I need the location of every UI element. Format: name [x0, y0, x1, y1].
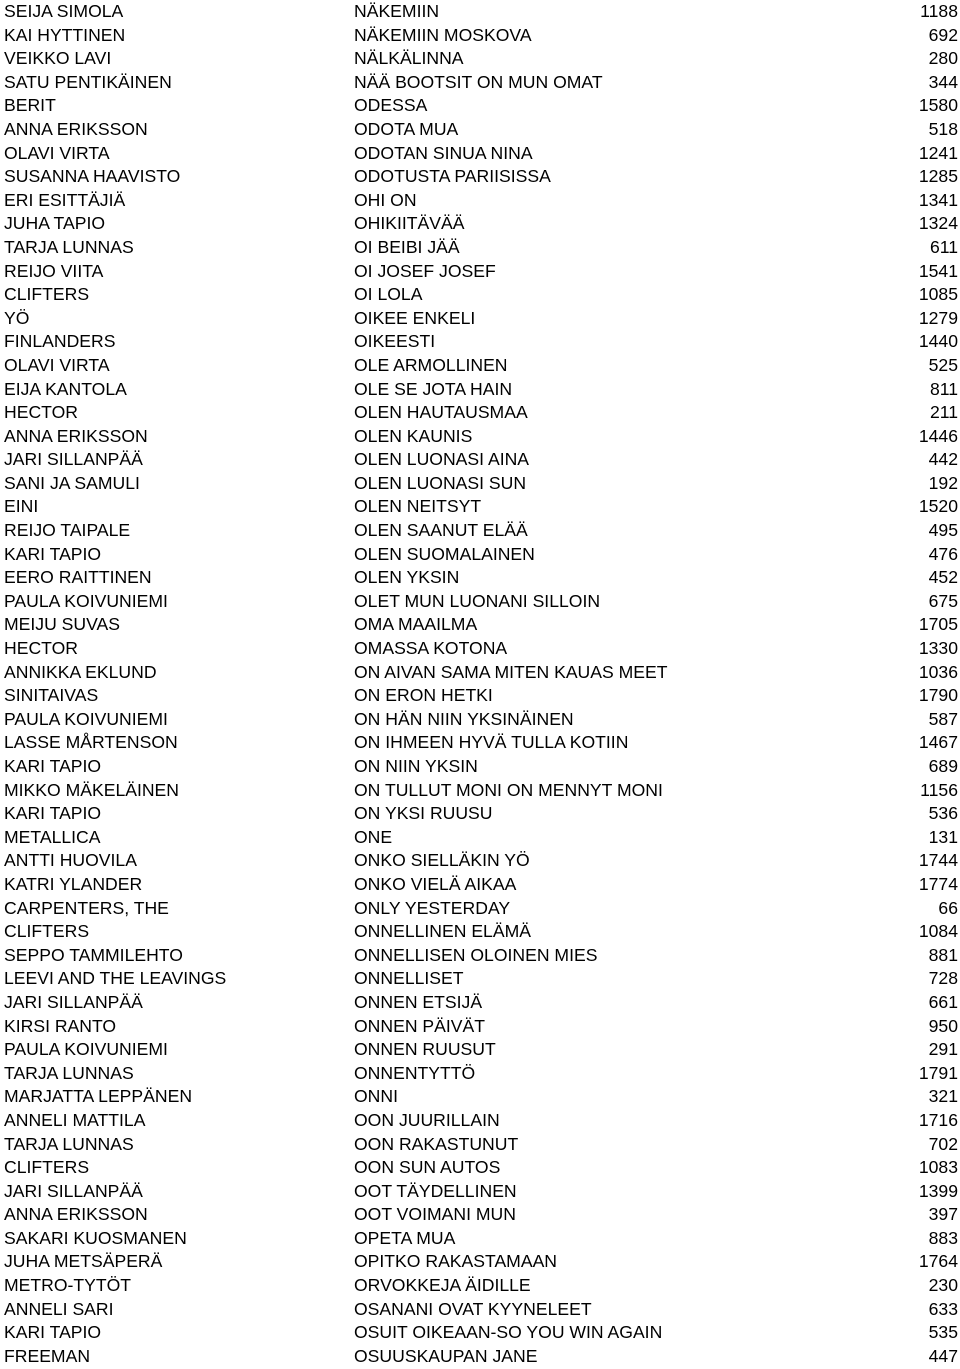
song-number: 211: [929, 402, 958, 423]
song-title: OLET MUN LUONANI SILLOIN: [354, 590, 601, 611]
artist-name: CARPENTERS, THE: [4, 897, 169, 918]
list-row: [0, 1274, 960, 1298]
song-title: ONE: [354, 826, 393, 847]
song-title: OI LOLA: [354, 284, 423, 305]
artist-name: TARJA LUNNAS: [4, 236, 134, 257]
artist-name: FINLANDERS: [4, 331, 116, 352]
list-row: [0, 566, 960, 590]
song-title: OLEN NEITSYT: [354, 496, 482, 517]
song-number: 811: [929, 378, 958, 399]
song-number: 1744: [918, 850, 958, 871]
artist-name: ANNELI MATTILA: [4, 1109, 146, 1130]
song-number: 1774: [918, 873, 958, 894]
artist-name: KARI TAPIO: [4, 803, 102, 824]
song-number: 1791: [918, 1062, 958, 1083]
list-row: [0, 637, 960, 661]
artist-name: ANTTI HUOVILA: [4, 850, 137, 871]
song-title: ON IHMEEN HYVÄ TULLA KOTIIN: [354, 732, 629, 753]
song-number: 950: [928, 1015, 958, 1036]
list-row: [0, 260, 960, 284]
song-number: 230: [928, 1275, 958, 1296]
song-title: OLE ARMOLLINEN: [354, 354, 508, 375]
artist-name: HECTOR: [4, 402, 78, 423]
list-row: [0, 1038, 960, 1062]
list-row: [0, 991, 960, 1015]
song-number: 397: [928, 1204, 958, 1225]
song-title: OSUIT OIKEAAN-SO YOU WIN AGAIN: [354, 1322, 663, 1343]
artist-name: REIJO VIITA: [4, 260, 104, 281]
artist-name: CLIFTERS: [4, 1157, 90, 1178]
song-number: 1764: [918, 1251, 958, 1272]
list-row: [0, 118, 960, 142]
song-number: 1324: [918, 213, 958, 234]
song-number: 692: [928, 24, 958, 45]
list-row: [0, 212, 960, 236]
song-title: OMA MAAILMA: [354, 614, 478, 635]
list-row: [0, 401, 960, 425]
list-row: [0, 661, 960, 685]
artist-name: SANI JA SAMULI: [4, 472, 140, 493]
song-title: OPITKO RAKASTAMAAN: [354, 1251, 558, 1272]
song-title: ONNEN RUUSUT: [354, 1039, 496, 1060]
list-row: [0, 1133, 960, 1157]
list-row: [0, 1250, 960, 1274]
artist-name: TARJA LUNNAS: [4, 1133, 134, 1154]
song-title: OHIKIITÄVÄÄ: [354, 213, 465, 234]
list-row: [0, 590, 960, 614]
song-number: 1790: [918, 685, 958, 706]
song-number: 321: [928, 1086, 958, 1107]
song-title: ONLY YESTERDAY: [354, 897, 511, 918]
list-row: [0, 802, 960, 826]
artist-name: JUHA METSÄPERÄ: [4, 1251, 163, 1272]
artist-name: PAULA KOIVUNIEMI: [4, 590, 168, 611]
song-title: ONNI: [354, 1086, 398, 1107]
artist-name: KAI HYTTINEN: [4, 24, 126, 45]
list-row: [0, 1015, 960, 1039]
list-row: [0, 731, 960, 755]
song-number: 661: [928, 991, 958, 1012]
artist-name: ANNA ERIKSSON: [4, 118, 148, 139]
song-number: 1716: [918, 1109, 958, 1130]
song-number: 1467: [918, 732, 958, 753]
list-row: [0, 472, 960, 496]
song-number: 1083: [918, 1157, 958, 1178]
song-title: ODESSA: [354, 95, 428, 116]
artist-name: KARI TAPIO: [4, 756, 102, 776]
list-row: [0, 1156, 960, 1180]
song-title: ORVOKKEJA ÄIDILLE: [354, 1275, 531, 1296]
song-title: OLEN KAUNIS: [354, 425, 473, 446]
list-row: [0, 0, 960, 24]
list-row: [0, 920, 960, 944]
list-row: [0, 236, 960, 260]
song-number: 536: [928, 803, 958, 824]
song-number: 535: [928, 1322, 958, 1343]
song-title: NÄKEMIIN MOSKOVA: [354, 24, 532, 45]
list-row: [0, 826, 960, 850]
artist-name: KARI TAPIO: [4, 543, 102, 564]
song-number: 1541: [918, 260, 958, 281]
song-title: OOT TÄYDELLINEN: [354, 1180, 517, 1201]
list-row: [0, 1109, 960, 1133]
song-number: 1330: [918, 638, 958, 659]
song-title: ONNENTYTTÖ: [354, 1062, 476, 1083]
artist-name: HECTOR: [4, 638, 78, 659]
song-number: 495: [928, 520, 958, 541]
artist-name: ERI ESITTÄJIÄ: [4, 189, 126, 210]
song-number: 728: [928, 968, 958, 989]
song-number: 1279: [918, 307, 958, 328]
list-row: [0, 519, 960, 543]
song-title: OLEN YKSIN: [354, 567, 460, 588]
artist-name: JARI SILLANPÄÄ: [4, 991, 143, 1012]
song-number: 1705: [918, 614, 958, 635]
song-title: ON ERON HETKI: [354, 685, 493, 706]
artist-name: KARI TAPIO: [4, 1322, 102, 1343]
list-row: [0, 378, 960, 402]
song-number: 518: [928, 118, 958, 139]
artist-name: EERO RAITTINEN: [4, 567, 152, 588]
song-number: 452: [928, 567, 958, 588]
artist-name: YÖ: [4, 307, 30, 328]
artist-name: MIKKO MÄKELÄINEN: [4, 779, 180, 800]
song-number: 1084: [918, 921, 958, 942]
song-number: 344: [928, 71, 958, 92]
song-title: OON JUURILLAIN: [354, 1109, 500, 1130]
list-row: [0, 1298, 960, 1322]
list-row: [0, 1180, 960, 1204]
song-title: OIKEE ENKELI: [354, 307, 476, 328]
song-title: ON NIIN YKSIN: [354, 756, 478, 776]
list-row: [0, 165, 960, 189]
list-row: [0, 24, 960, 48]
artist-name: JARI SILLANPÄÄ: [4, 1180, 143, 1201]
song-title: ONKO SIELLÄKIN YÖ: [354, 850, 530, 871]
song-title: OON SUN AUTOS: [354, 1157, 501, 1178]
list-row: [0, 47, 960, 71]
song-number: 131: [928, 826, 958, 847]
song-number: 587: [928, 708, 958, 729]
list-row: [0, 944, 960, 968]
song-number: 476: [928, 543, 958, 564]
artist-name: KATRI YLANDER: [4, 873, 143, 894]
artist-name: SAKARI KUOSMANEN: [4, 1227, 187, 1248]
artist-name: VEIKKO LAVI: [4, 48, 112, 69]
list-row: [0, 613, 960, 637]
song-number: 1520: [918, 496, 958, 517]
artist-name: METRO-TYTÖT: [4, 1275, 132, 1296]
song-title: ON HÄN NIIN YKSINÄINEN: [354, 708, 574, 729]
song-title: OMASSA KOTONA: [354, 638, 508, 659]
song-title: ONNELLISET: [354, 968, 464, 989]
artist-name: ANNA ERIKSSON: [4, 425, 148, 446]
list-row: [0, 873, 960, 897]
list-row: [0, 897, 960, 921]
list-row: [0, 1345, 960, 1369]
song-number: 633: [928, 1298, 958, 1319]
song-number: 1285: [918, 166, 958, 187]
song-number: 1156: [920, 779, 958, 800]
song-title: OLEN LUONASI SUN: [354, 472, 527, 493]
artist-name: ANNELI SARI: [4, 1298, 114, 1319]
artist-name: JUHA TAPIO: [4, 213, 106, 234]
list-row: [0, 71, 960, 95]
song-title: OOT VOIMANI MUN: [354, 1204, 516, 1225]
song-number: 611: [929, 236, 958, 257]
artist-name: JARI SILLANPÄÄ: [4, 449, 143, 470]
artist-name: MARJATTA LEPPÄNEN: [4, 1086, 193, 1107]
list-row: [0, 779, 960, 803]
song-title: OPETA MUA: [354, 1227, 456, 1248]
artist-name: CLIFTERS: [4, 921, 90, 942]
list-row: [0, 755, 960, 779]
song-number: 442: [928, 449, 958, 470]
list-row: [0, 1085, 960, 1109]
list-row: [0, 708, 960, 732]
artist-name: REIJO TAIPALE: [4, 520, 131, 541]
artist-name: LEEVI AND THE LEAVINGS: [4, 968, 227, 989]
song-title: OLEN SUOMALAINEN: [354, 543, 535, 564]
song-number: 525: [928, 354, 958, 375]
song-number: 1085: [918, 284, 958, 305]
song-title: OLEN LUONASI AINA: [354, 449, 530, 470]
song-title: ON AIVAN SAMA MITEN KAUAS MEET: [354, 661, 668, 682]
artist-name: SUSANNA HAAVISTO: [4, 166, 181, 187]
song-number: 883: [928, 1227, 958, 1248]
artist-name: PAULA KOIVUNIEMI: [4, 708, 168, 729]
list-row: [0, 425, 960, 449]
artist-name: OLAVI VIRTA: [4, 142, 110, 163]
list-row: [0, 684, 960, 708]
song-title: OON RAKASTUNUT: [354, 1133, 519, 1154]
list-row: [0, 1227, 960, 1251]
song-number: 66: [938, 897, 958, 918]
song-number: 702: [928, 1133, 958, 1154]
song-number: 1440: [918, 331, 958, 352]
song-title: ONNEN ETSIJÄ: [354, 991, 483, 1012]
list-row: [0, 307, 960, 331]
song-number: 675: [928, 590, 958, 611]
song-title: OLEN SAANUT ELÄÄ: [354, 520, 528, 541]
artist-name: ANNA ERIKSSON: [4, 1204, 148, 1225]
list-row: [0, 142, 960, 166]
song-title: OSUUSKAUPAN JANE: [354, 1345, 538, 1366]
song-title: ODOTUSTA PARIISISSA: [354, 166, 551, 187]
song-number: 1399: [918, 1180, 958, 1201]
song-number: 192: [928, 472, 958, 493]
song-number: 1188: [920, 1, 958, 21]
song-number: 1341: [918, 189, 958, 210]
artist-name: LASSE MÅRTENSON: [4, 732, 178, 753]
song-title: OI JOSEF JOSEF: [354, 260, 496, 281]
list-row: [0, 354, 960, 378]
artist-name: TARJA LUNNAS: [4, 1062, 134, 1083]
song-number: 689: [928, 756, 958, 776]
artist-name: KIRSI RANTO: [4, 1015, 117, 1036]
list-row: [0, 543, 960, 567]
song-title: OHI ON: [354, 189, 417, 210]
list-row: [0, 849, 960, 873]
song-title: OI BEIBI JÄÄ: [354, 236, 460, 257]
artist-name: SINITAIVAS: [4, 685, 99, 706]
song-title: ON YKSI RUUSU: [354, 803, 493, 824]
song-number: 881: [928, 944, 958, 965]
artist-name: BERIT: [4, 95, 56, 116]
song-title: ONNELLINEN ELÄMÄ: [354, 921, 531, 942]
song-title: ODOTA MUA: [354, 118, 459, 139]
list-row: [0, 283, 960, 307]
song-title: OLEN HAUTAUSMAA: [354, 402, 528, 423]
song-title: OLE SE JOTA HAIN: [354, 378, 513, 399]
list-row: [0, 1062, 960, 1086]
artist-name: PAULA KOIVUNIEMI: [4, 1039, 168, 1060]
song-number: 1036: [918, 661, 958, 682]
song-title: ONNEN PÄIVÄT: [354, 1015, 485, 1036]
song-title: NÄKEMIIN: [354, 1, 440, 21]
artist-name: CLIFTERS: [4, 284, 90, 305]
artist-name: FREEMAN: [4, 1345, 91, 1366]
list-row: [0, 330, 960, 354]
list-row: [0, 448, 960, 472]
artist-name: EINI: [4, 496, 39, 517]
artist-name: ANNIKKA EKLUND: [4, 661, 157, 682]
artist-name: METALLICA: [4, 826, 101, 847]
song-title: ONKO VIELÄ AIKAA: [354, 873, 517, 894]
list-row: [0, 495, 960, 519]
song-title: OSANANI OVAT KYYNELEET: [354, 1298, 592, 1319]
song-number: 291: [928, 1039, 958, 1060]
song-number: 280: [928, 48, 958, 69]
song-title: OIKEESTI: [354, 331, 436, 352]
artist-name: SATU PENTIKÄINEN: [4, 71, 172, 92]
song-title: NÄÄ BOOTSIT ON MUN OMAT: [354, 71, 603, 92]
list-row: [0, 1321, 960, 1345]
artist-name: SEPPO TAMMILEHTO: [4, 944, 183, 965]
song-number: 1446: [918, 425, 958, 446]
list-row: [0, 1203, 960, 1227]
song-number: 1241: [918, 142, 958, 163]
song-title: ON TULLUT MONI ON MENNYT MONI: [354, 779, 663, 800]
list-row: [0, 967, 960, 991]
song-title: NÄLKÄLINNA: [354, 48, 464, 69]
song-title: ODOTAN SINUA NINA: [354, 142, 533, 163]
song-number: 447: [928, 1345, 958, 1366]
song-number: 1580: [918, 95, 958, 116]
artist-name: MEIJU SUVAS: [4, 614, 121, 635]
artist-name: EIJA KANTOLA: [4, 378, 127, 399]
song-title: ONNELLISEN OLOINEN MIES: [354, 944, 598, 965]
list-row: [0, 94, 960, 118]
artist-name: OLAVI VIRTA: [4, 354, 110, 375]
artist-name: SEIJA SIMOLA: [4, 1, 124, 21]
list-row: [0, 189, 960, 213]
